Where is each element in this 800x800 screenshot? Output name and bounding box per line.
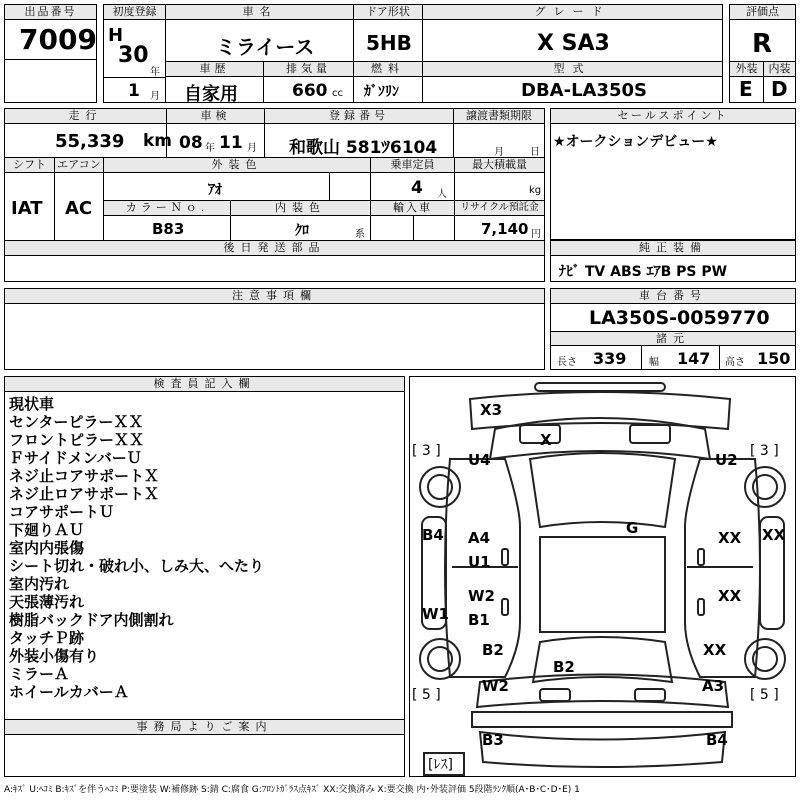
mark-left-quarter: B2 — [482, 641, 504, 659]
capacity-cell — [370, 157, 455, 201]
shift-value: IAT — [11, 198, 43, 219]
later-parts-cell — [4, 240, 545, 282]
mark-left-pillar: B4 — [422, 526, 444, 544]
remark-line: タッチＰ跡 — [9, 629, 85, 647]
length-label: 長さ — [557, 357, 577, 368]
history-value: 自家用 — [184, 84, 238, 105]
lot-number-cell — [4, 4, 97, 60]
recycle-label: リサイクル預託金 — [455, 201, 544, 216]
remark-line: センターピラーＸＸ — [9, 413, 144, 431]
int-color-cell — [230, 200, 371, 241]
tire-front-right-score: [ 3 ] — [750, 443, 779, 459]
remark-line: 樹脂バックドア内側割れ — [9, 611, 174, 629]
sales-point-cell — [550, 108, 796, 240]
first-registration-label: 初度登録 — [104, 5, 165, 20]
plate-cell — [264, 108, 454, 158]
width-label: 幅 — [649, 357, 659, 368]
max-load-label: 最大積載量 — [455, 158, 544, 173]
remark-line: 天張薄汚れ — [9, 593, 85, 611]
lot-number-blank — [4, 59, 97, 103]
taillight-right — [635, 689, 665, 701]
inspector-label: 検査員記入欄 — [5, 377, 404, 392]
left-door-handle-front — [502, 549, 508, 565]
damage-diagram — [409, 376, 796, 777]
plate-label: 登録番号 — [265, 109, 453, 124]
car-name-value: ミライース — [216, 35, 315, 59]
mileage-unit: km — [143, 131, 173, 151]
car-name-cell — [165, 4, 354, 62]
aircon-value: AC — [65, 198, 93, 219]
recycle-cell — [454, 200, 545, 241]
left-door-handle-rear — [502, 599, 508, 615]
displacement-value: 660 — [292, 81, 328, 101]
int-score-label: 内装 — [764, 62, 795, 77]
shift-label: シフト — [5, 158, 54, 173]
mark-left-front-door: A4 — [468, 529, 491, 547]
rear-apron — [480, 732, 725, 767]
remark-line: ホイールカバーＡ — [9, 683, 129, 701]
history-label: 車歴 — [166, 62, 263, 77]
inspection-month-unit: 月 — [247, 143, 257, 154]
car-name-label: 車名 — [166, 5, 353, 20]
recycle-value: 7,140 — [481, 220, 529, 238]
right-door-handle-rear — [698, 599, 704, 615]
plate-value: 和歌山 581ﾂ6104 — [289, 138, 438, 158]
capacity-label: 乗車定員 — [371, 158, 454, 173]
remark-line: コアサポートＵ — [9, 503, 115, 521]
mileage-label: 走行 — [5, 109, 166, 124]
tire-rear-right-score: [ 5 ] — [750, 687, 779, 703]
tire-rear-left — [420, 639, 460, 679]
mark-right-front-fender: U2 — [715, 451, 738, 469]
color-no-value: B83 — [152, 220, 185, 238]
int-score-cell — [763, 61, 796, 103]
notes-label: 注意事項欄 — [5, 289, 544, 304]
color-no-cell — [103, 200, 231, 241]
mark-back-door: B2 — [553, 658, 575, 676]
remark-line: フロントピラーＸＸ — [9, 431, 145, 449]
grade-cell — [422, 4, 723, 62]
windshield — [530, 453, 675, 527]
model-label: 型式 — [423, 62, 722, 77]
later-parts-label: 後日発送部品 — [5, 241, 544, 256]
ext-score-value: E — [739, 77, 753, 101]
mark-left-front-door-2: U1 — [468, 553, 491, 571]
max-load-unit: kg — [529, 185, 542, 196]
mark-windshield: G — [626, 519, 639, 537]
specs-label: 諸元 — [551, 331, 795, 346]
mark-right-pillar: XX — [762, 526, 786, 544]
import-label: 輸入車 — [371, 201, 454, 216]
back-door — [477, 675, 728, 708]
fuel-cell — [353, 61, 423, 103]
tire-front-right — [745, 467, 785, 507]
score-cell — [729, 4, 796, 62]
equipment-cell — [550, 240, 796, 282]
int-score-value: D — [771, 77, 788, 101]
mark-left-rear-door-2: B1 — [468, 611, 490, 629]
transfer-month-unit: 月 — [494, 147, 504, 158]
fuel-value: ｶﾞｿﾘﾝ — [364, 84, 399, 100]
height-label: 高さ — [725, 357, 745, 368]
displacement-label: 排気量 — [264, 62, 353, 77]
chassis-cell — [550, 288, 796, 370]
recycle-unit: 円 — [531, 229, 541, 240]
lot-number-value: 7009 — [19, 23, 97, 56]
capacity-value: 4 — [411, 178, 423, 198]
damage-legend: A:ｷｽﾞ U:ﾍｺﾐ B:ｷｽﾞを伴うﾍｺﾐ P:要塗装 W:補修跡 S:錆 C:腐食 G:ﾌﾛﾝﾄｶﾞﾗｽ点ｷｽﾞ XX:交換済み X:要交換 内･外装評価 5段階ﾗﾝｸ順(A･B･C･D･E) 1 — [4, 785, 580, 795]
office-cell — [4, 719, 405, 777]
inspector-cell — [4, 376, 405, 720]
score-label: 評価点 — [730, 5, 795, 20]
remark-line: ネジ止ロアサポートＸ — [9, 485, 160, 503]
mark-left-rear-door: W2 — [468, 587, 495, 605]
shift-cell — [4, 157, 55, 241]
inspection-label: 車検 — [167, 109, 264, 124]
mark-hood: X — [540, 431, 552, 449]
tire-front-left — [420, 467, 460, 507]
sales-point-value: ★オークションデビュー★ — [553, 134, 718, 150]
chassis-value: LA350S-0059770 — [589, 307, 770, 329]
tire-rear-right — [745, 639, 785, 679]
notes-cell — [4, 288, 545, 370]
remark-line: 現状車 — [9, 395, 55, 413]
reg-year: 30 — [118, 43, 149, 68]
color-no-label: カラーＮｏ. — [104, 201, 230, 216]
history-cell — [165, 61, 264, 103]
ext-score-cell — [729, 61, 764, 103]
inspection-year-unit: 年 — [205, 143, 215, 154]
reg-era: H — [108, 25, 124, 46]
remark-line: 外装小傷有り — [9, 647, 100, 665]
rear-bumper — [472, 712, 732, 727]
ext-score-label: 外装 — [730, 62, 763, 77]
ext-color-cell — [103, 157, 371, 201]
mark-left-front-fender: U4 — [468, 451, 491, 469]
inspector-remarks — [9, 395, 264, 701]
remark-line: 室内内張傷 — [9, 539, 85, 557]
grade-value: X SA3 — [537, 31, 610, 56]
length-value: 339 — [593, 349, 627, 368]
taillight-left — [540, 689, 570, 701]
width-value: 147 — [677, 349, 711, 368]
aircon-cell — [54, 157, 104, 241]
roof — [540, 537, 665, 632]
reg-year-unit: 年 — [150, 67, 160, 78]
remark-line: 室内汚れ — [9, 575, 70, 593]
mark-right-rear-corner: A3 — [702, 677, 725, 695]
int-color-suffix: 系 — [355, 229, 365, 240]
door-value: 5HB — [366, 31, 412, 55]
sales-point-label: セールスポイント — [551, 109, 795, 124]
inspection-cell — [166, 108, 265, 158]
transfer-cell — [453, 108, 545, 158]
mileage-cell — [4, 108, 173, 158]
score-value: R — [752, 29, 773, 59]
displacement-unit: cc — [332, 88, 343, 99]
door-label: ドア形状 — [354, 5, 422, 20]
front-bumper-top — [535, 383, 665, 391]
transfer-label: 譲渡書類期限 — [454, 109, 544, 124]
remark-line: ネジ止コアサポートＸ — [9, 467, 160, 485]
max-load-cell — [454, 157, 545, 201]
inspection-year: 08 — [179, 133, 203, 153]
int-color-value: ｸﾛ — [295, 223, 309, 239]
tire-front-left-score: [ 3 ] — [412, 443, 441, 459]
remark-line: ミラーＡ — [9, 665, 70, 683]
reg-month-unit: 月 — [150, 91, 160, 102]
mark-left-side-sill: W1 — [422, 605, 449, 623]
mark-rear-bumper-left: B3 — [482, 731, 504, 749]
chassis-label: 車台番号 — [551, 289, 795, 304]
first-registration-cell — [103, 4, 166, 103]
mark-right-quarter: XX — [703, 641, 727, 659]
ext-color-value: ｱｵ — [208, 182, 222, 198]
tire-rear-left-score: [ 5 ] — [412, 687, 441, 703]
int-color-label: 内装色 — [231, 201, 370, 216]
model-value: DBA-LA350S — [521, 80, 647, 101]
capacity-unit: 人 — [437, 189, 447, 200]
mark-right-front-door: XX — [718, 529, 742, 547]
remark-line: シート切れ・破れ小、しみ大、へたり — [9, 557, 265, 575]
remark-line: ＦサイドメンバーＵ — [9, 449, 142, 467]
lot-number-label: 出品番号 — [5, 5, 96, 20]
right-door-handle-front — [698, 549, 704, 565]
office-label: 事務局よりご案内 — [5, 720, 404, 735]
equipment-value: ﾅﾋﾞ TV ABS ｴｱB PS PW — [559, 264, 728, 280]
mark-left-rear-corner: W2 — [482, 677, 509, 695]
height-value: 150 — [757, 349, 791, 368]
mark-rear-bumper-right: B4 — [706, 731, 728, 749]
transfer-day-unit: 日 — [530, 147, 540, 158]
equipment-label: 純正装備 — [551, 241, 795, 256]
headlight-right — [630, 425, 670, 443]
displacement-cell — [263, 61, 354, 103]
fuel-label: 燃料 — [354, 62, 422, 77]
door-cell — [353, 4, 423, 62]
inspection-month: 11 — [219, 133, 243, 153]
grade-label: グレード — [423, 5, 722, 20]
car-diagram-svg — [410, 377, 795, 776]
import-cell — [370, 200, 455, 241]
front-bumper — [470, 392, 730, 429]
model-cell — [422, 61, 723, 103]
mark-right-rear-door: XX — [718, 587, 742, 605]
mark-front-bumper: X3 — [480, 401, 503, 419]
aircon-label: エアコン — [55, 158, 103, 173]
remark-line: 下廻りＡＵ — [9, 521, 85, 539]
reg-month: 1 — [128, 81, 140, 101]
mileage-value: 55,339 — [55, 131, 125, 152]
spare-tire-label: [ﾚｽ] — [428, 757, 453, 773]
ext-color-label: 外装色 — [104, 158, 370, 173]
